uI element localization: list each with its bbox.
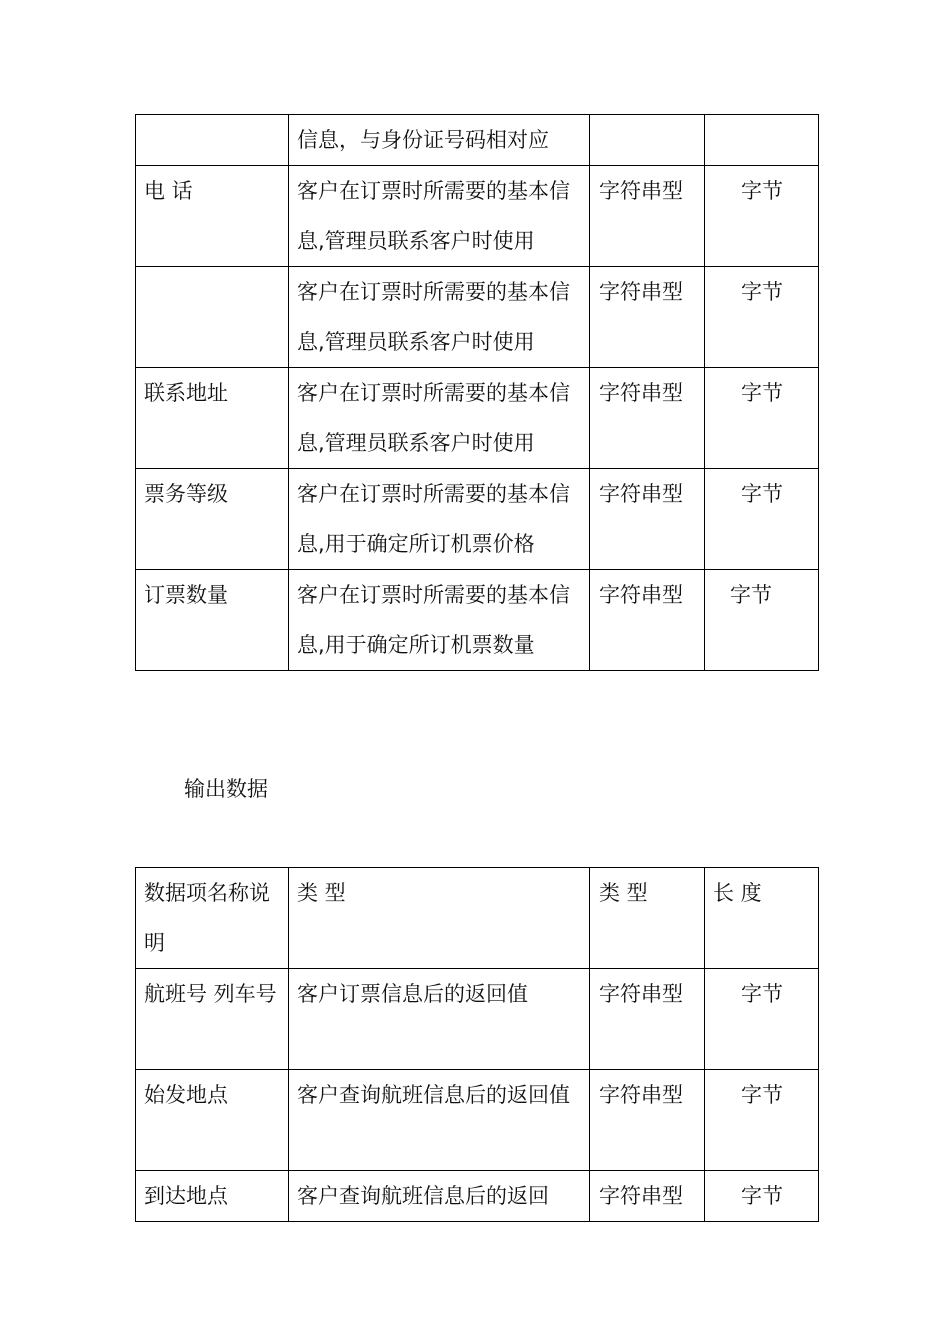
input-data-table: [135, 114, 819, 671]
field-description-cell: 客户在订票时所需要的基本信息,管理员联系客户时使用: [289, 267, 590, 368]
field-length-cell: 字节: [705, 166, 819, 267]
field-name-cell: 电 话: [136, 166, 289, 267]
field-type-cell: 字符串型: [590, 166, 705, 267]
table-row: [136, 115, 819, 166]
field-length-cell: 字节: [705, 267, 819, 368]
table-row: [136, 469, 819, 570]
table-row: [136, 1070, 819, 1171]
field-name-cell: [136, 267, 289, 368]
output-data-table: [135, 867, 819, 1222]
field-name-cell: 到达地点: [136, 1171, 289, 1222]
table-row: [136, 570, 819, 671]
field-length-cell: 字节: [705, 570, 819, 671]
field-length-cell: 字节: [705, 1070, 819, 1171]
table-row: [136, 1171, 819, 1222]
output-data-heading: 输出数据: [184, 777, 268, 801]
table-row: [136, 368, 819, 469]
field-description-cell: 客户订票信息后的返回值: [289, 969, 590, 1070]
field-length-cell: 字节: [705, 969, 819, 1070]
field-type-cell: 字符串型: [590, 368, 705, 469]
field-type-cell: 字符串型: [590, 1070, 705, 1171]
field-name-cell: 票务等级: [136, 469, 289, 570]
field-type-cell: 字符串型: [590, 1171, 705, 1222]
field-type-cell: 字符串型: [590, 969, 705, 1070]
field-description-cell: 客户在订票时所需要的基本信息,用于确定所订机票数量: [289, 570, 590, 671]
column-header-length: 长 度: [705, 868, 819, 969]
field-description-cell: 客户在订票时所需要的基本信息,用于确定所订机票价格: [289, 469, 590, 570]
field-name-cell: 联系地址: [136, 368, 289, 469]
field-description-cell: 信息，与身份证号码相对应: [289, 115, 590, 166]
field-description-cell: 客户在订票时所需要的基本信息,管理员联系客户时使用: [289, 368, 590, 469]
field-type-cell: [590, 115, 705, 166]
field-length-cell: 字节: [705, 469, 819, 570]
field-description-cell: 客户查询航班信息后的返回: [289, 1171, 590, 1222]
column-header-name: 数据项名称说明: [136, 868, 289, 969]
field-type-cell: 字符串型: [590, 469, 705, 570]
field-name-cell: 始发地点: [136, 1070, 289, 1171]
column-header-description: 类 型: [289, 868, 590, 969]
field-type-cell: 字符串型: [590, 267, 705, 368]
column-header-type: 类 型: [590, 868, 705, 969]
field-length-cell: 字节: [705, 1171, 819, 1222]
field-name-cell: 订票数量: [136, 570, 289, 671]
field-length-cell: [705, 115, 819, 166]
field-type-cell: 字符串型: [590, 570, 705, 671]
field-name-cell: 航班号 列车号: [136, 969, 289, 1070]
field-length-cell: 字节: [705, 368, 819, 469]
table-row: [136, 166, 819, 267]
field-name-cell: [136, 115, 289, 166]
table-header-row: [136, 868, 819, 969]
table-row: [136, 267, 819, 368]
field-description-cell: 客户查询航班信息后的返回值: [289, 1070, 590, 1171]
table-row: [136, 969, 819, 1070]
field-description-cell: 客户在订票时所需要的基本信息,管理员联系客户时使用: [289, 166, 590, 267]
